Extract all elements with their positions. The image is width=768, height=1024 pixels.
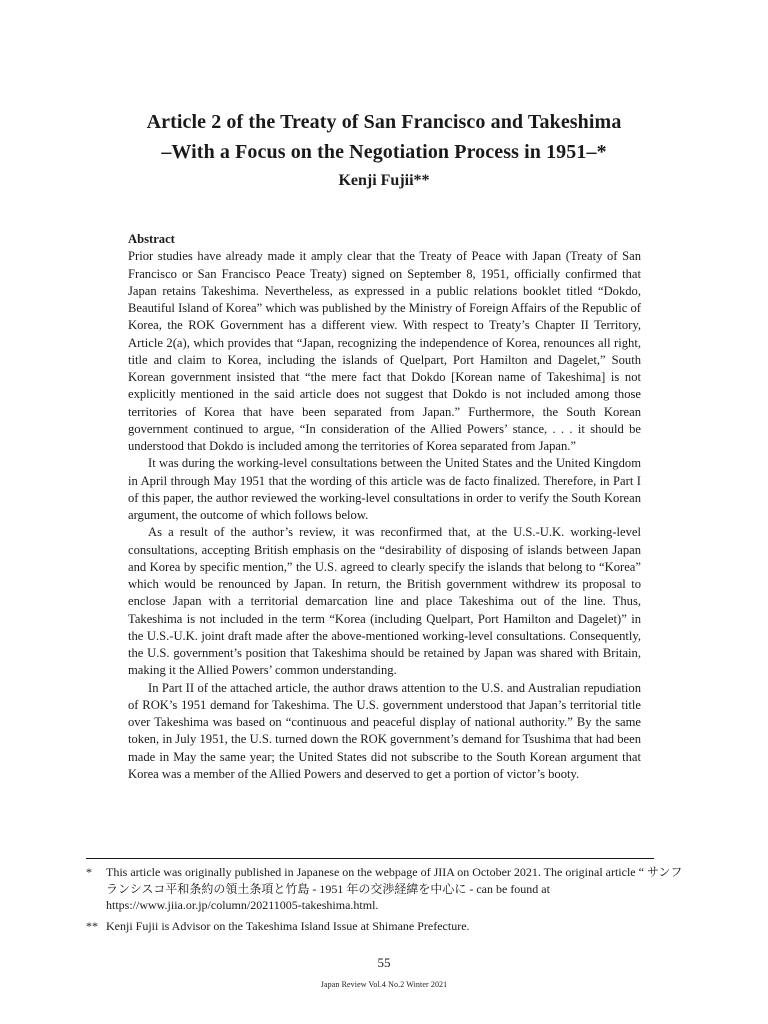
footnote-mark: * xyxy=(86,865,92,879)
footnote xyxy=(86,864,684,914)
abstract-paragraph: As a result of the author’s review, it was reconfirmed that, at the U.S.-U.K. working-level consultations, accepting British emphasis on the “desirability of disposing of islands between Japan and Korea by specific mention,” the U.S. agreed to clearly specify the islands that belong to “Korea” which would be renounced by Japan. In return, the British government withdrew its proposal to enclose Japan with a territorial demarcation line and place Takeshima out of the line. Thus, Takeshima is not included in the term “Korea (including Quelpart, Port Hamilton and Dagelet)” in the U.S.-U.K. joint draft made after the above-mentioned working-level consultations. Consequently, the U.S. government’s position that Takeshima should be retained by Japan was shared with Britain, making it the Allied Powers’ common understanding. xyxy=(128,525,641,678)
article-title-line-1: Article 2 of the Treaty of San Francisco and Takeshima xyxy=(146,111,622,133)
abstract-paragraph: In Part II of the attached article, the author draws attention to the U.S. and Australian repudiation of ROK’s 1951 demand for Takeshima. The U.S. government understood that Japan’s territorial title over Takeshima was based on “continuous and peaceful display of national authority.” By the same token, in July 1951, the U.S. turned down the ROK government’s demand for Tsushima that had been made in May the same year; the United States did not subscribe to the South Korean argument that Korea was a member of the Allied Powers and deserved to get a portion of victor’s booty. xyxy=(128,680,641,781)
footnote-text: Kenji Fujii is Advisor on the Takeshima Island Issue at Shimane Prefecture. xyxy=(106,918,470,933)
abstract-heading: Abstract xyxy=(128,232,175,246)
footnote-text: This article was originally published in Japanese on the webpage of JIIA on October 2021. The original article “ サンフランシスコ平和条約の領土条項と竹島 - 1951 年の交渉経緯を中心に - can be found at https://www.jiia.or.jp/column/20211005-takeshima.html. xyxy=(106,865,683,912)
article-title-line-2: –With a Focus on the Negotiation Process in 1951–* xyxy=(161,141,607,163)
abstract-paragraph: Prior studies have already made it amply clear that the Treaty of Peace with Japan (Treaty of San Francisco or San Francisco Peace Treaty) signed on September 8, 1951, officially confirmed that Japan retains Takeshima. Nevertheless, as expressed in a public relations booklet titled “Dokdo, Beautiful Island of Korea” which was published by the Ministry of Foreign Affairs of the Republic of Korea, the ROK Government has a different view. With respect to Treaty’s Chapter II Territory, Article 2(a), which provides that “Japan, recognizing the independence of Korea, renounces all right, title and claim to Korea, including the islands of Quelpart, Port Hamilton and Dagelet,” South Korean government insisted that “the mere fact that Dokdo [Korean name of Takeshima] is not explicitly mentioned in the said article does not suggest that Dokdo is not included among those territories of Korea that have been separated from Japan.” Furthermore, the South Korean government continued to argue, “In consideration of the Allied Powers’ stance, . . . it should be understood that Dokdo is included among the territories of Korea separated from Japan.” xyxy=(128,249,641,453)
running-footer: Japan Review Vol.4 No.2 Winter 2021 xyxy=(320,980,448,989)
title-block xyxy=(0,107,768,193)
abstract-paragraph: It was during the working-level consultations between the United States and the United Kingdom in April through May 1951 that the wording of this article was de facto finalized. Therefore, in Part I of this paper, the author reviewed the working-level consultations in order to verify the South Korean argument, the outcome of which follows below. xyxy=(128,456,641,522)
footnotes xyxy=(86,864,684,938)
footnote-divider xyxy=(86,858,654,859)
abstract-section xyxy=(128,231,641,783)
footnote-mark: ** xyxy=(86,918,98,933)
footnote xyxy=(86,918,684,935)
page-number: 55 xyxy=(377,955,391,970)
author-name: Kenji Fujii** xyxy=(338,172,430,189)
